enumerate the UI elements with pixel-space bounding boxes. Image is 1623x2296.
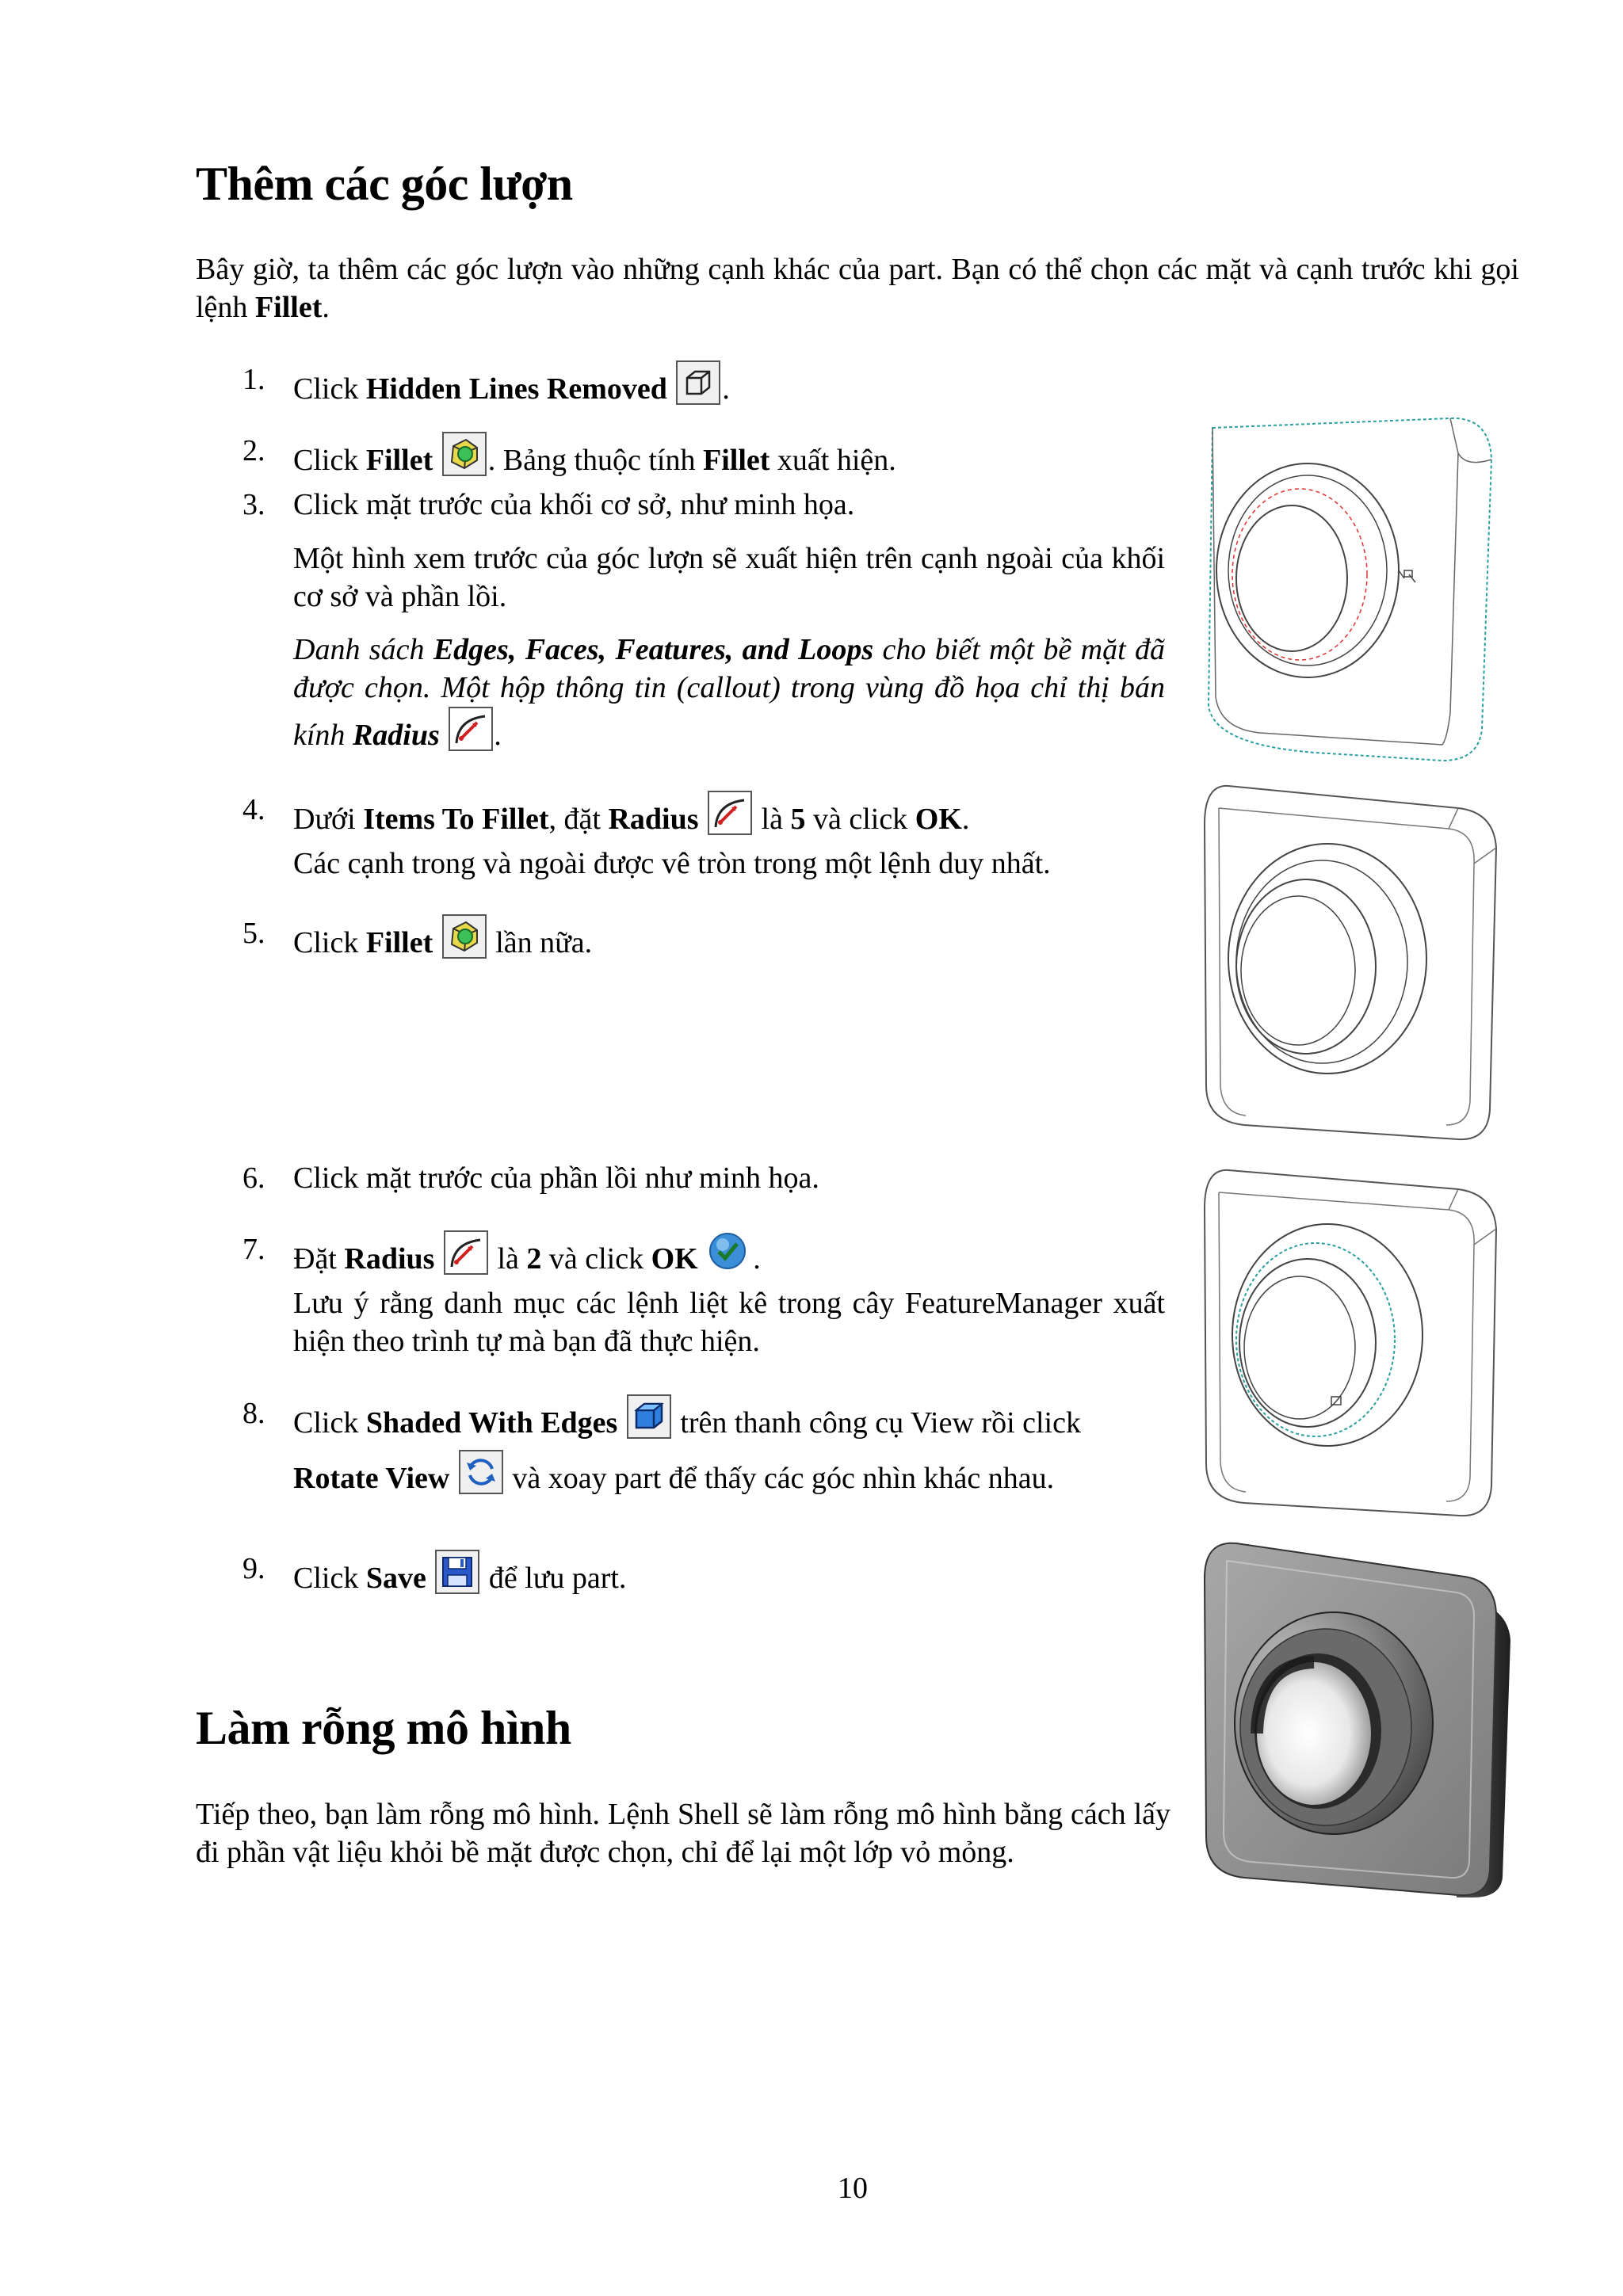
- fillet-icon[interactable]: [442, 914, 487, 959]
- step-9-click: Click: [293, 1562, 366, 1595]
- radius-icon[interactable]: [708, 791, 752, 835]
- step-2-number: 2.: [242, 434, 265, 467]
- step-3-note-1: Một hình xem trước của góc lượn sẽ xuất hiện trên cạnh ngoài của khối cơ sở và phần lồi.: [293, 542, 1165, 613]
- step-7-note: Lưu ý rằng danh mục các lệnh liệt kê trong cây FeatureManager xuất hiện theo trình tự mà bạn đã thực hiện.: [293, 1287, 1165, 1358]
- figure-shaded-part: [1195, 1537, 1520, 1901]
- intro-period: .: [322, 291, 330, 324]
- shaded-with-edges-icon[interactable]: [627, 1394, 671, 1439]
- step-9-command: Save: [365, 1562, 426, 1595]
- step-2-text-a: . Bảng thuộc tính: [487, 444, 703, 477]
- step-3-number: 3.: [242, 488, 265, 521]
- note2-c: cho biết một bề mặt đã được chọn. Một hộp thông tin (callout) trong vùng đồ họa chỉ thị bán kính: [293, 633, 1165, 752]
- step-4-text: [293, 791, 969, 838]
- intro-paragraph: [196, 250, 1519, 326]
- step-4-ok: OK: [915, 803, 962, 836]
- step-4-e: là: [754, 803, 791, 836]
- step-1-number: 1.: [242, 363, 265, 396]
- step-4-c: , đặt: [548, 803, 609, 836]
- figure-base-filleted: [1197, 776, 1506, 1149]
- step-8-command: Shaded With Edges: [365, 1406, 618, 1440]
- step-8-number: 8.: [242, 1397, 265, 1430]
- step-6-number: 6.: [242, 1161, 265, 1195]
- step-5-text: [293, 914, 592, 962]
- step-3-note-2: [293, 631, 1165, 754]
- step-7-ok: OK: [651, 1242, 698, 1276]
- figure-base-preview: [1197, 412, 1498, 769]
- rotate-view-icon[interactable]: [459, 1450, 503, 1494]
- step-4-a: Dưới: [293, 803, 364, 836]
- step-7-number: 7.: [242, 1233, 265, 1266]
- step-2-fillet-bold: Fillet: [703, 444, 770, 477]
- radius-icon: [449, 707, 493, 751]
- step-8-click: Click: [293, 1406, 366, 1440]
- step-8-rotate: Rotate View: [293, 1462, 450, 1495]
- hidden-lines-removed-icon[interactable]: [676, 360, 720, 405]
- step-1-command: Hidden Lines Removed: [365, 372, 667, 406]
- step-4-items: Items To Fillet: [363, 803, 549, 836]
- step-2-text: [293, 432, 896, 479]
- step-5-number: 5.: [242, 917, 265, 950]
- intro-fillet-bold: Fillet: [254, 291, 323, 324]
- step-5-rest: lần nữa.: [487, 926, 593, 959]
- intro-text: Bây giờ, ta thêm các góc lượn vào những cạnh khác của part. Bạn có thể chọn các mặt và cạnh trước khi gọi lệnh: [196, 253, 1519, 324]
- save-icon[interactable]: [435, 1550, 479, 1594]
- step-5-click: Click: [293, 926, 366, 959]
- step-1-period: .: [722, 372, 730, 406]
- ok-check-icon[interactable]: [707, 1230, 751, 1275]
- radius-icon[interactable]: [444, 1230, 488, 1275]
- step-7-text: [293, 1230, 761, 1278]
- step-3-text: Click mặt trước của khối cơ sở, như minh họa.: [293, 488, 855, 521]
- note2-a: Danh sách: [293, 633, 433, 666]
- step-4-radius: Radius: [608, 803, 699, 836]
- step-2-click: Click: [293, 444, 366, 477]
- step-4-g: và click: [805, 803, 915, 836]
- step-2-command: Fillet: [365, 444, 433, 477]
- step-7-period: .: [753, 1242, 761, 1276]
- figure-boss-selection: [1197, 1161, 1506, 1525]
- step-1-click: Click: [293, 372, 366, 406]
- fillet-icon[interactable]: [442, 432, 487, 476]
- step-9-number: 9.: [242, 1552, 265, 1585]
- step-7-radius: Radius: [344, 1242, 435, 1276]
- step-5-command: Fillet: [365, 926, 433, 959]
- step-4-note: Các cạnh trong và ngoài được vê tròn trong một lệnh duy nhất.: [293, 847, 1051, 880]
- step-8-text-line1: [293, 1394, 1081, 1442]
- step-7-a: Đặt: [293, 1242, 345, 1276]
- section-title-fillets: Thêm các góc lượn: [196, 158, 573, 210]
- shell-intro-paragraph: Tiếp theo, bạn làm rỗng mô hình. Lệnh Shell sẽ làm rỗng mô hình bằng cách lấy đi phần vật liệu khỏi bề mặt được chọn, chỉ để lại một lớp vỏ mỏng.: [196, 1798, 1170, 1869]
- step-4-period: .: [961, 803, 970, 836]
- step-9-text: [293, 1550, 626, 1597]
- note2-radius: Radius: [352, 719, 440, 752]
- step-7-e: và click: [541, 1242, 651, 1276]
- step-1-text: [293, 360, 730, 408]
- step-8-rest: trên thanh công cụ View rồi click: [672, 1406, 1081, 1440]
- step-8-rest-2: và xoay part để thấy các góc nhìn khác nhau.: [504, 1462, 1055, 1495]
- step-4-value: 5: [790, 803, 806, 836]
- step-4-number: 4.: [242, 793, 265, 826]
- step-7-value: 2: [526, 1242, 542, 1276]
- note2-period: .: [495, 719, 502, 752]
- step-8-text-line2: [293, 1450, 1054, 1497]
- section-title-shell: Làm rỗng mô hình: [196, 1702, 571, 1754]
- step-9-rest: để lưu part.: [481, 1562, 627, 1595]
- step-6-text: Click mặt trước của phần lồi như minh họa.: [293, 1161, 819, 1195]
- step-7-c: là: [489, 1242, 527, 1276]
- note2-list-name: Edges, Faces, Features, and Loops: [433, 633, 874, 666]
- step-2-text-b: xuất hiện.: [769, 444, 896, 477]
- page-number: 10: [838, 2172, 868, 2205]
